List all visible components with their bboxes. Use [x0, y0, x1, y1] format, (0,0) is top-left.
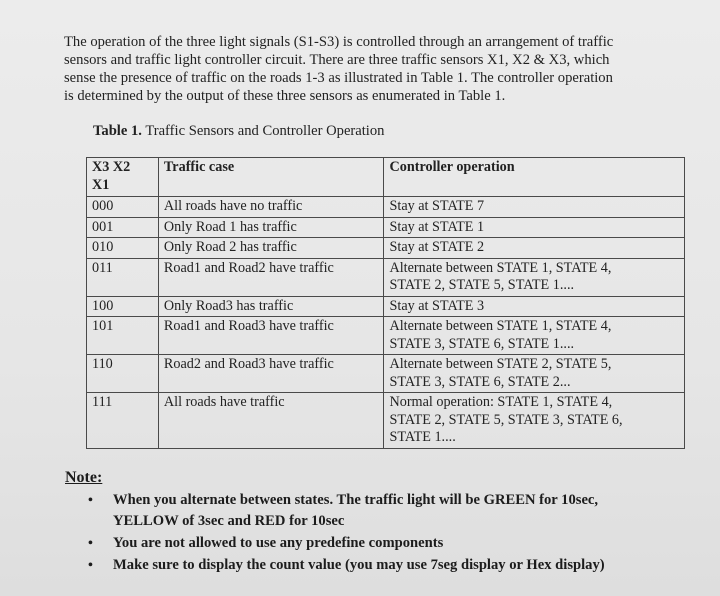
sensor-code-cell: 110: [87, 355, 159, 393]
bullet-icon: •: [88, 558, 93, 573]
note-list: [88, 490, 688, 577]
sensor-code-cell: 100: [87, 296, 159, 317]
paragraph-line: The operation of the three light signals (S1-S3) is controlled through an arrangement of traffic: [64, 34, 614, 50]
operation-line: STATE 3, STATE 6, STATE 1....: [389, 335, 575, 352]
table-row: [87, 258, 685, 296]
table-row: [87, 238, 685, 259]
operation-line: Normal operation: STATE 1, STATE 4,: [389, 394, 613, 410]
table-row: [87, 393, 685, 449]
operation-line: Stay at STATE 1: [389, 218, 485, 235]
bullet-icon: •: [88, 536, 93, 551]
traffic-case-cell: Road2 and Road3 have traffic: [158, 355, 384, 393]
controller-operation-cell: [384, 258, 685, 296]
controller-operation-cell: [384, 393, 685, 449]
traffic-case-cell: Road1 and Road3 have traffic: [158, 317, 384, 355]
controller-operation-cell: [384, 355, 685, 393]
traffic-case-cell: All roads have no traffic: [158, 197, 384, 218]
operation-line: STATE 2, STATE 5, STATE 3, STATE 6,: [389, 411, 623, 428]
sensor-code-cell: 000: [87, 197, 159, 218]
note-line: YELLOW of 3sec and RED for 10sec: [113, 513, 345, 529]
operation-line: Alternate between STATE 1, STATE 4,: [389, 318, 612, 334]
operation-line: Stay at STATE 3: [389, 297, 485, 314]
table-caption-label: Table 1.: [93, 123, 142, 139]
table-caption-text: Traffic Sensors and Controller Operation: [141, 123, 385, 139]
header-controller-operation: Controller operation: [384, 158, 685, 197]
table-body: [87, 197, 685, 449]
header-sensors-line2: X1: [92, 176, 110, 193]
operation-line: STATE 1....: [389, 429, 456, 445]
intro-paragraph: [64, 33, 674, 105]
sensor-code-cell: 001: [87, 217, 159, 238]
controller-operation-cell: [384, 317, 685, 355]
controller-operation-cell: [384, 296, 685, 317]
note-line: You are not allowed to use any predefine components: [113, 535, 444, 551]
note-item: [88, 555, 688, 576]
traffic-operation-table: [86, 157, 685, 449]
operation-line: Alternate between STATE 1, STATE 4,: [389, 259, 612, 276]
sensor-code-cell: 101: [87, 317, 159, 355]
operation-line: Stay at STATE 7: [389, 198, 485, 214]
table-row: [87, 217, 685, 238]
operation-line: Stay at STATE 2: [389, 239, 485, 255]
header-sensors: [87, 158, 159, 197]
operation-line: Alternate between STATE 2, STATE 5,: [389, 356, 612, 372]
traffic-case-cell: Road1 and Road2 have traffic: [158, 258, 384, 296]
traffic-case-cell: Only Road 1 has traffic: [158, 217, 384, 238]
table-row: [87, 317, 685, 355]
controller-operation-cell: [384, 197, 685, 218]
controller-operation-cell: [384, 238, 685, 259]
note-item: [88, 490, 688, 532]
bullet-icon: •: [88, 493, 93, 508]
note-line: When you alternate between states. The traffic light will be GREEN for 10sec,: [113, 492, 599, 508]
table-caption: [93, 123, 384, 140]
paragraph-line: is determined by the output of these three sensors as enumerated in Table 1.: [64, 88, 506, 104]
controller-operation-cell: [384, 217, 685, 238]
table-row: [87, 355, 685, 393]
sensor-code-cell: 111: [87, 393, 159, 449]
sensor-code-cell: 011: [87, 258, 159, 296]
table-row: [87, 197, 685, 218]
paragraph-line: sensors and traffic light controller circuit. There are three traffic sensors X1, X2 & X3, which: [64, 52, 610, 68]
operation-line: STATE 3, STATE 6, STATE 2...: [389, 373, 571, 390]
header-sensors-line1: X3 X2: [92, 159, 131, 175]
header-traffic-case: Traffic case: [158, 158, 384, 197]
traffic-case-cell: All roads have traffic: [158, 393, 384, 449]
note-line: Make sure to display the count value (you may use 7seg display or Hex display): [113, 557, 605, 573]
table-row: [87, 296, 685, 317]
sensor-code-cell: 010: [87, 238, 159, 259]
table-header-row: [87, 158, 685, 197]
note-title: Note:: [65, 469, 103, 486]
traffic-case-cell: Only Road3 has traffic: [158, 296, 384, 317]
operation-line: STATE 2, STATE 5, STATE 1....: [389, 277, 575, 293]
note-item: [88, 533, 688, 554]
traffic-case-cell: Only Road 2 has traffic: [158, 238, 384, 259]
paragraph-line: sense the presence of traffic on the roads 1-3 as illustrated in Table 1. The controller operation: [64, 70, 613, 86]
